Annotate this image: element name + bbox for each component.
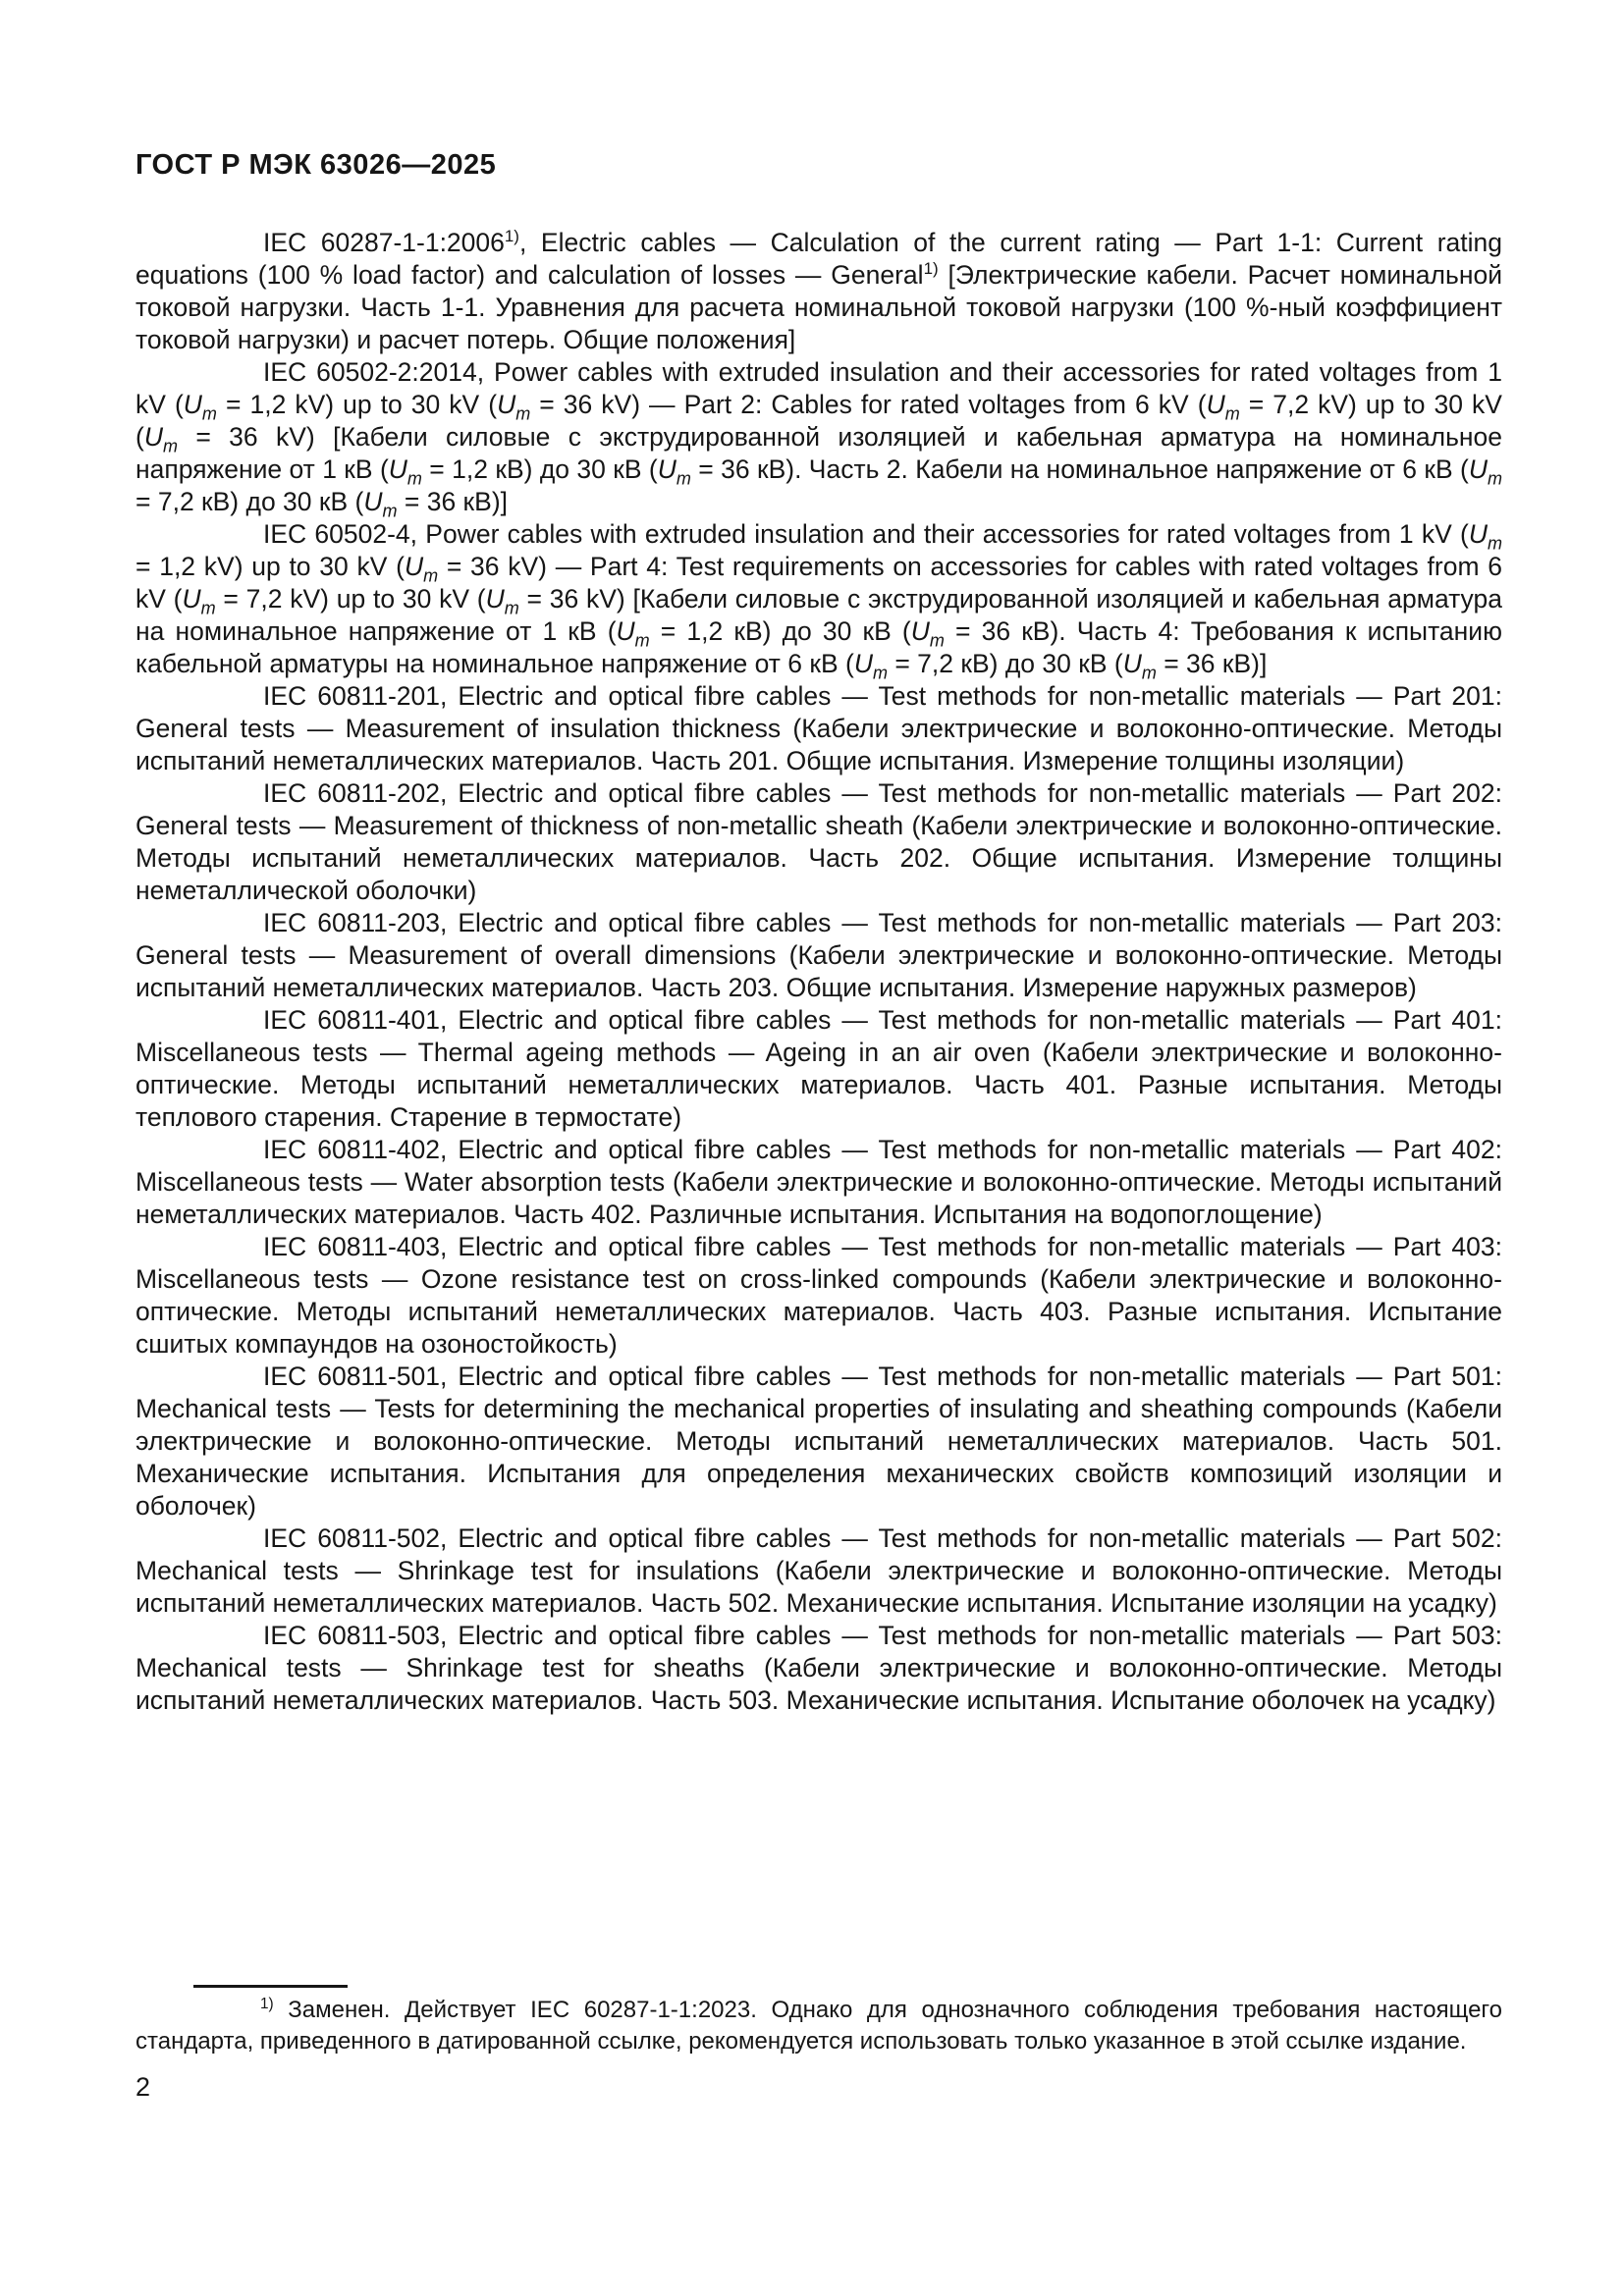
text-run: IEC 60811-401, Electric and optical fibre cables — Test methods for non-metallic materials — Part 401: Miscellaneous tests — Thermal ageing methods — Ageing in an air oven (Кабели электрические и волоконно-оптические. Методы испытаний неметаллических материалов. Часть 401. Разные испытания. Методы теплового старения. Старение в термостате) bbox=[135, 1005, 1502, 1132]
subscript: m bbox=[162, 436, 178, 456]
text-run: IEC 60287-1-1:2006 bbox=[263, 228, 505, 257]
text-run: = 1,2 кВ) до 30 кВ ( bbox=[649, 616, 911, 646]
italic-symbol: U bbox=[143, 422, 163, 452]
italic-symbol: U bbox=[853, 649, 873, 678]
subscript: m bbox=[929, 630, 945, 651]
footnote-section bbox=[135, 1985, 1502, 2104]
superscript-marker: 1) bbox=[260, 1996, 274, 2012]
superscript-marker: 1) bbox=[504, 227, 519, 246]
text-run: IEC 60502-2:2014, Power cables with extruded insulation and their accessories for rated voltages from 1 kV ( bbox=[135, 357, 1502, 419]
subscript: m bbox=[504, 598, 519, 618]
text-run: = 36 кВ). Часть 2. Кабели на номинальное напряжение от 6 кВ ( bbox=[690, 454, 1469, 484]
text-run: = 36 кВ)] bbox=[1156, 649, 1268, 678]
italic-symbol: U bbox=[657, 454, 677, 484]
subscript: m bbox=[1224, 403, 1240, 424]
italic-symbol: U bbox=[910, 616, 930, 646]
text-run: IEC 60811-501, Electric and optical fibre cables — Test methods for non-metallic materials — Part 501: Mechanical tests — Tests for determining the mechanical properties of insulating and sheathing compounds (Кабели электрические и волоконно-оптические. Методы испытаний неметаллических материалов. Часть 501. Механические испытания. Испытания для определения механических свойств композиций изоляции и оболочек) bbox=[135, 1362, 1502, 1521]
text-run: IEC 60811-402, Electric and optical fibre cables — Test methods for non-metallic materials — Part 402: Miscellaneous tests — Water absorption tests (Кабели электрические и волоконно-оптические. Методы испытаний неметаллических материалов. Часть 402. Различные испытания. Испытания на водопоглощение) bbox=[135, 1135, 1502, 1229]
text-run: IEC 60811-202, Electric and optical fibre cables — Test methods for non-metallic materials — Part 202: General tests — Measurement of thickness of non-metallic sheath (Кабели электрические и волоконно-оптические. Методы испытаний неметаллических материалов. Часть 202. Общие испытания. Измерение толщины неметаллической оболочки) bbox=[135, 778, 1502, 905]
text-run: IEC 60811-503, Electric and optical fibre cables — Test methods for non-metallic materials — Part 503: Mechanical tests — Shrinkage test for sheaths (Кабели электрические и волоконно-оптические. Методы испытаний неметаллических материалов. Часть 503. Механические испытания. Испытание оболочек на усадку) bbox=[135, 1621, 1502, 1715]
italic-symbol: U bbox=[1468, 519, 1488, 549]
text-run: = 36 кВ)] bbox=[397, 487, 509, 516]
text-run: IEC 60811-201, Electric and optical fibre cables — Test methods for non-metallic materials — Part 201: General tests — Measurement of insulation thickness (Кабели электрические и волоконно-оптические. Методы испытаний неметаллических материалов. Часть 201. Общие испытания. Измерение толщины изоляции) bbox=[135, 681, 1502, 775]
italic-symbol: U bbox=[363, 487, 383, 516]
text-run: = 1,2 кВ) до 30 кВ ( bbox=[421, 454, 658, 484]
reference-paragraph bbox=[135, 1134, 1502, 1231]
text-run: = 36 кВ). Часть 4: Требования к испытанию кабельной арматуры на номинальное напряжение от 6 кВ ( bbox=[135, 616, 1502, 678]
subscript: m bbox=[201, 403, 217, 424]
text-run: = 36 kV) [Кабели силовые с экструдированной изоляцией и кабельная арматура на номинальное напряжение от 1 кВ ( bbox=[135, 422, 1502, 484]
subscript: m bbox=[382, 501, 398, 521]
reference-paragraph bbox=[135, 227, 1502, 356]
reference-paragraph bbox=[135, 680, 1502, 777]
subscript: m bbox=[676, 468, 691, 489]
subscript: m bbox=[1141, 663, 1157, 683]
reference-paragraph bbox=[135, 356, 1503, 521]
subscript: m bbox=[872, 663, 888, 683]
italic-symbol: U bbox=[1206, 390, 1225, 419]
reference-paragraph bbox=[135, 1522, 1502, 1620]
text-run: = 7,2 кВ) до 30 кВ ( bbox=[887, 649, 1123, 678]
references-section bbox=[135, 227, 1502, 1717]
subscript: m bbox=[634, 630, 650, 651]
footnote-separator bbox=[193, 1985, 348, 1988]
reference-paragraph bbox=[135, 1361, 1502, 1522]
text-run: IEC 60502-4, Power cables with extruded insulation and their accessories for rated voltages from 1 kV ( bbox=[263, 519, 1469, 549]
italic-symbol: U bbox=[183, 390, 202, 419]
reference-paragraph bbox=[135, 1620, 1502, 1717]
text-run: , Electric cables — Calculation of the current rating — Part 1-1: Current rating equations (100 % load factor) and calculation of losses — General bbox=[135, 228, 1502, 290]
reference-paragraph bbox=[135, 518, 1502, 683]
italic-symbol: U bbox=[404, 552, 424, 581]
text-run: = 7,2 kV) up to 30 kV ( bbox=[215, 584, 486, 614]
italic-symbol: U bbox=[182, 584, 201, 614]
text-run: IEC 60811-502, Electric and optical fibre cables — Test methods for non-metallic materials — Part 502: Mechanical tests — Shrinkage test for insulations (Кабели электрические и волоконно-оптические. Методы испытаний неметаллических материалов. Часть 502. Механические испытания. Испытание изоляции на усадку) bbox=[135, 1523, 1502, 1618]
italic-symbol: U bbox=[1122, 649, 1142, 678]
text-run: = 7,2 кВ) до 30 кВ ( bbox=[135, 487, 364, 516]
subscript: m bbox=[423, 565, 439, 586]
italic-symbol: U bbox=[1468, 454, 1488, 484]
italic-symbol: U bbox=[485, 584, 505, 614]
text-run: = 7,2 kV) up to 30 kV ( bbox=[135, 390, 1502, 452]
italic-symbol: U bbox=[616, 616, 635, 646]
subscript: m bbox=[200, 598, 216, 618]
text-run: = 1,2 kV) up to 30 kV ( bbox=[216, 390, 498, 419]
reference-paragraph bbox=[135, 777, 1502, 907]
text-run: = 36 kV) — Part 2: Cables for rated voltages from 6 kV ( bbox=[530, 390, 1207, 419]
text-run: Заменен. Действует IEC 60287-1-1:2023. Однако для однозначного соблюдения требования настоящего стандарта, приведенного в датированной ссылке, рекомендуется использовать только указанное в этой ссылке издание. bbox=[135, 1997, 1502, 2055]
reference-paragraph bbox=[135, 1231, 1502, 1361]
text-run: = 36 kV) [Кабели силовые с экструдированной изоляцией и кабельная арматура на номинальное напряжение от 1 кВ ( bbox=[135, 584, 1502, 646]
italic-symbol: U bbox=[497, 390, 516, 419]
text-run: = 1,2 kV) up to 30 kV ( bbox=[135, 552, 405, 581]
subscript: m bbox=[515, 403, 531, 424]
text-run: = 36 kV) — Part 4: Test requirements on accessories for cables with rated voltages from 6 kV ( bbox=[135, 552, 1502, 614]
text-run: IEC 60811-403, Electric and optical fibre cables — Test methods for non-metallic materials — Part 403: Miscellaneous tests — Ozone resistance test on cross-linked compounds (Кабели электрические и волоконно-оптические. Методы испытаний неметаллических материалов. Часть 403. Разные испытания. Испытание сшитых компаундов на озоностойкость) bbox=[135, 1232, 1502, 1359]
footnote-text bbox=[135, 1995, 1502, 2057]
italic-symbol: U bbox=[388, 454, 407, 484]
superscript-marker: 1) bbox=[923, 259, 939, 279]
subscript: m bbox=[1488, 468, 1503, 489]
document-header: ГОСТ Р МЭК 63026—2025 bbox=[135, 149, 497, 181]
subscript: m bbox=[406, 468, 422, 489]
subscript: m bbox=[1487, 533, 1502, 554]
text-run: IEC 60811-203, Electric and optical fibre cables — Test methods for non-metallic materials — Part 203: General tests — Measurement of overall dimensions (Кабели электрические и волоконно-оптические. Методы испытаний неметаллических материалов. Часть 203. Общие испытания. Измерение наружных размеров) bbox=[135, 908, 1502, 1002]
reference-paragraph bbox=[135, 1004, 1502, 1134]
page-number: 2 bbox=[135, 2072, 151, 2102]
reference-paragraph bbox=[135, 907, 1502, 1004]
text-run: [Электрические кабели. Расчет номинальной токовой нагрузки. Часть 1-1. Уравнения для расчета номинальной токовой нагрузки (100 %-ный коэффициент токовой нагрузки) и расчет потерь. Общие положения] bbox=[135, 260, 1502, 354]
